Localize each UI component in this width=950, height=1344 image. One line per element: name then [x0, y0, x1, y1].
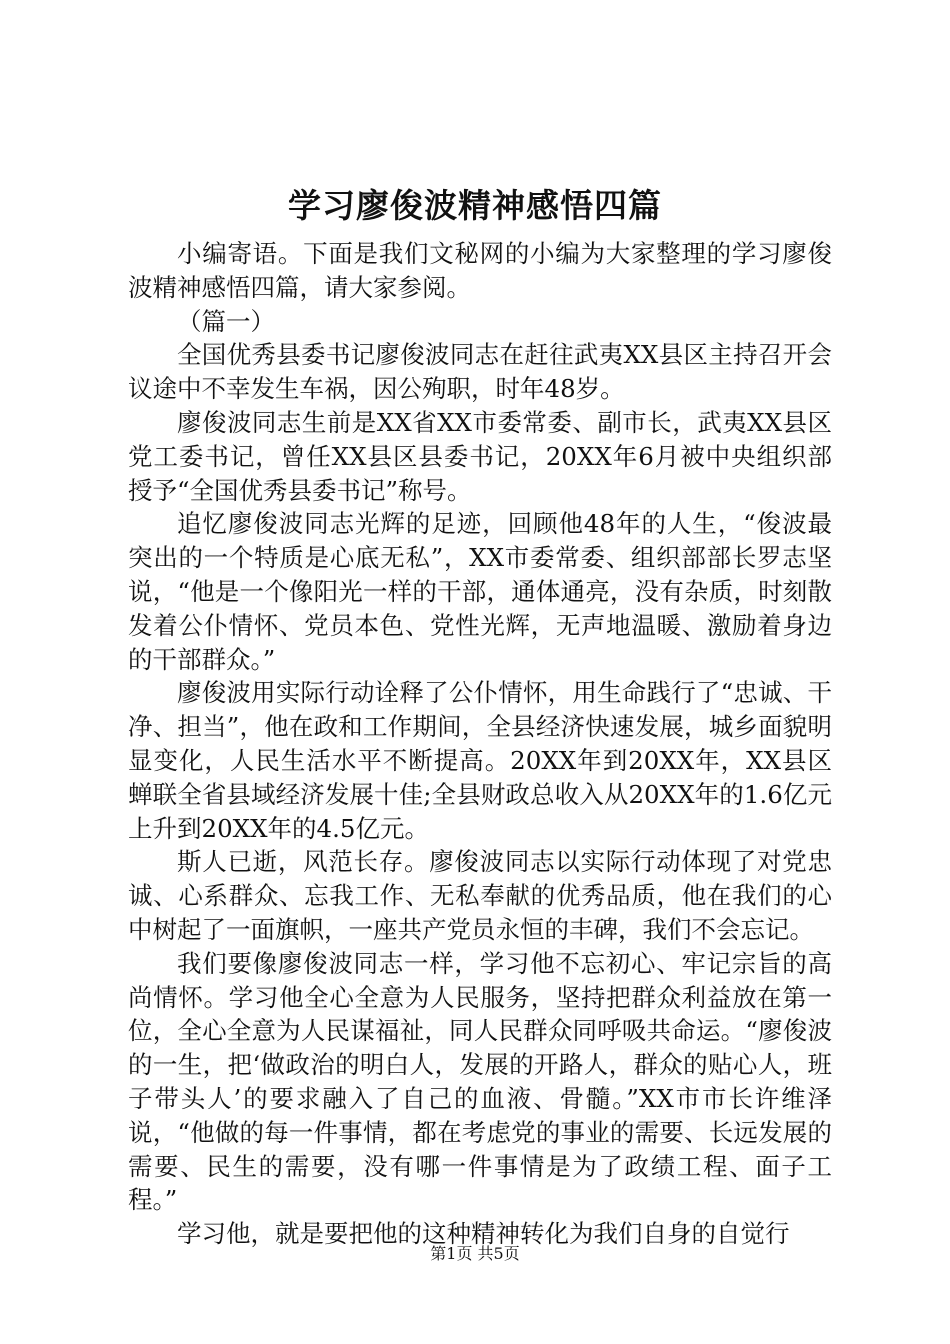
- paragraph: 廖俊波用实际行动诠释了公仆情怀，用生命践行了“忠诚、干净、担当”，他在政和工作期间，全县经济快速发展，城乡面貌明显变化，人民生活水平不断提高。20XX年到20XX年，XX县区蝉联全省县域经济发展十佳;全县财政总收入从20XX年的1.6亿元上升到20XX年的4.5亿元。: [128, 678, 832, 843]
- paragraph-intro: 小编寄语。下面是我们文秘网的小编为大家整理的学习廖俊波精神感悟四篇，请大家参阅。: [128, 239, 832, 302]
- paragraph: 斯人已逝，风范长存。廖俊波同志以实际行动体现了对党忠诚、心系群众、忘我工作、无私奉献的优秀品质，他在我们的心中树起了一面旗帜，一座共产党员永恒的丰碑，我们不会忘记。: [128, 847, 832, 944]
- paragraph: 追忆廖俊波同志光辉的足迹，回顾他48年的人生，“俊波最突出的一个特质是心底无私”，XX市委常委、组织部部长罗志坚说，“他是一个像阳光一样的干部，通体通亮，没有杂质，时刻散发着公仆情怀、党员本色、党性光辉，无声地温暖、激励着身边的干部群众。”: [128, 509, 832, 674]
- page-footer: 第1页 共5页: [430, 1244, 520, 1263]
- paragraph-section-heading: （篇一）: [177, 306, 275, 336]
- paragraph: 学习他，就是要把他的这种精神转化为我们自身的自觉行: [177, 1219, 790, 1249]
- document-body: [128, 237, 832, 1251]
- document-title: 学习廖俊波精神感悟四篇: [288, 186, 662, 225]
- paragraph: 我们要像廖俊波同志一样，学习他不忘初心、牢记宗旨的高尚情怀。学习他全心全意为人民服务，坚持把群众利益放在第一位，全心全意为人民谋福祉，同人民群众同呼吸共命运。“廖俊波的一生，把‘做政治的明白人，发展的开路人，群众的贴心人，班子带头人’的要求融入了自己的血液、骨髓。”XX市市长许维泽说，“他做的每一件事情，都在考虑党的事业的需要、长远发展的需要、民生的需要，没有哪一件事情是为了政绩工程、面子工程。”: [128, 948, 832, 1215]
- paragraph: 全国优秀县委书记廖俊波同志在赶往武夷XX县区主持召开会议途中不幸发生车祸，因公殉职，时年48岁。: [128, 340, 832, 404]
- paragraph: 廖俊波同志生前是XX省XX市委常委、副市长，武夷XX县区党工委书记，曾任XX县区县委书记，20XX年6月被中央组织部授予“全国优秀县委书记”称号。: [128, 407, 832, 505]
